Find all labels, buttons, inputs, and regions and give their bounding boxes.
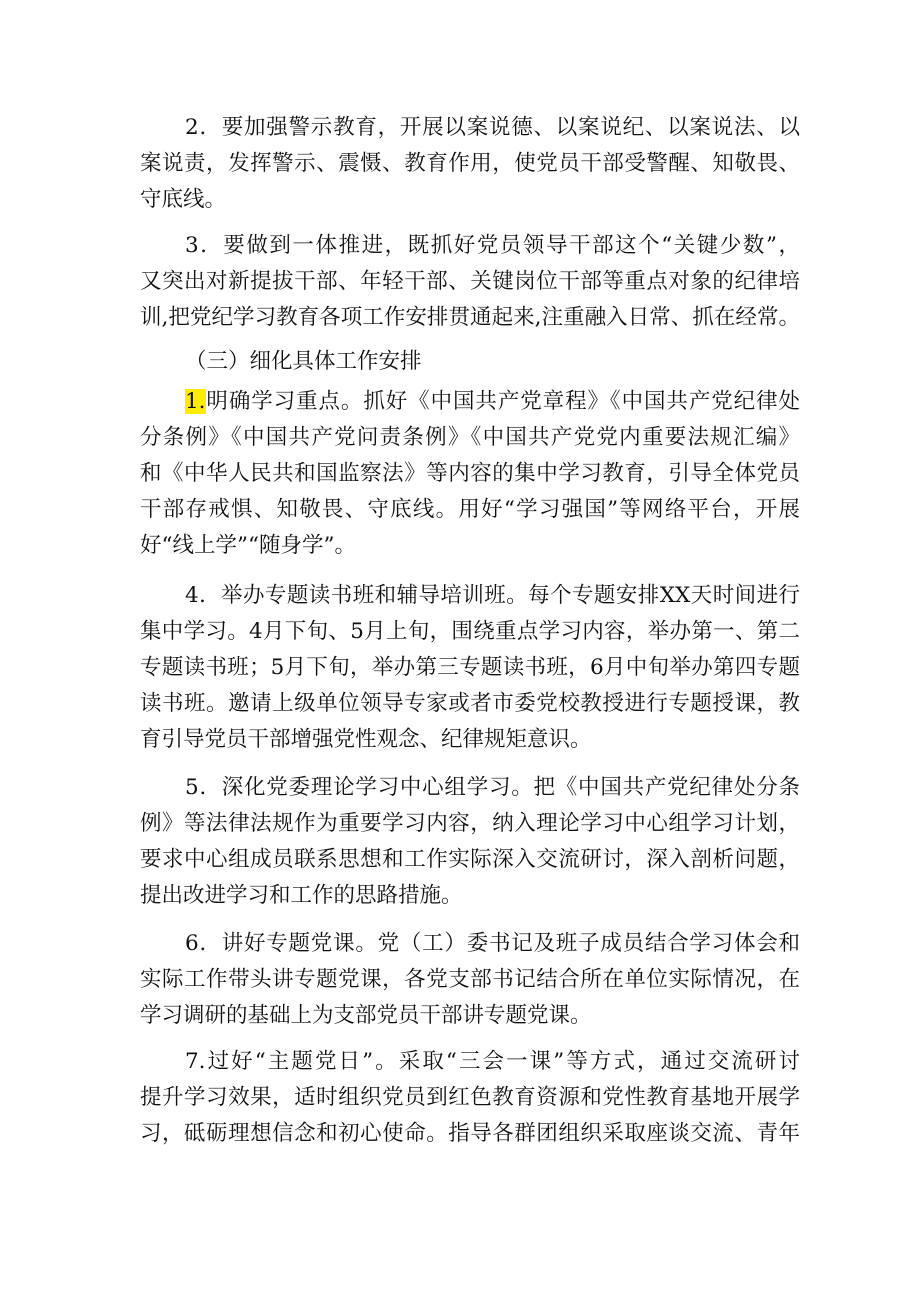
- paragraph-4: [140, 578, 800, 758]
- paragraph-line: 3．要做到一体推进，既抓好党员领导干部这个“关键少数”，: [185, 233, 800, 258]
- paragraph-2: [140, 110, 800, 218]
- section-heading: （三）细化具体工作安排: [185, 349, 422, 374]
- paragraph-line: 集中学习。4月下旬、5月上旬，围绕重点学习内容，举办第一、第二: [140, 619, 800, 644]
- paragraph-line: 分条例》《中国共产党问责条例》《中国共产党党内重要法规汇编》: [140, 425, 800, 450]
- paragraph-line: 要求中心组成员联系思想和工作实际深入交流研讨，深入剖析问题，: [140, 847, 800, 872]
- paragraph-line: 提出改进学习和工作的思路措施。: [140, 883, 463, 908]
- paragraph-line: 和《中华人民共和国监察法》等内容的集中学习教育，引导全体党员: [140, 461, 800, 486]
- paragraph-1: [140, 384, 800, 564]
- paragraph-line: 案说责，发挥警示、震慑、教育作用，使党员干部受警醒、知敬畏、: [140, 151, 800, 176]
- paragraph-line: 习，砥砺理想信念和初心使命。指导各群团组织采取座谈交流、青年: [140, 1121, 800, 1146]
- paragraph-5: [140, 770, 800, 914]
- paragraph-line: 5．深化党委理论学习中心组学习。把《中国共产党纪律处分条: [185, 775, 800, 800]
- paragraph-line: 提升学习效果，适时组织党员到红色教育资源和党性教育基地开展学: [140, 1085, 800, 1110]
- paragraph-line: 专题读书班；5月下旬，举办第三专题读书班，6月中旬举办第四专题: [140, 655, 800, 680]
- paragraph-line: 又突出对新提拔干部、年轻干部、关键岗位干部等重点对象的纪律培: [140, 269, 800, 294]
- paragraph-line: 2．要加强警示教育，开展以案说德、以案说纪、以案说法、以: [185, 115, 800, 140]
- paragraph-line: 6．讲好专题党课。党（工）委书记及班子成员结合学习体会和: [185, 931, 800, 956]
- paragraph-line: 育引导党员干部增强党性观念、纪律规矩意识。: [140, 727, 592, 752]
- paragraph-line: 例》等法律法规作为重要学习内容，纳入理论学习中心组学习计划，: [140, 811, 800, 836]
- paragraph-3: [140, 228, 800, 336]
- paragraph-6: [140, 926, 800, 1034]
- paragraph-line: 实际工作带头讲专题党课，各党支部书记结合所在单位实际情况，在: [140, 967, 800, 992]
- paragraph-line: 守底线。: [140, 187, 227, 212]
- paragraph-line: 干部存戒惧、知敬畏、守底线。用好“学习强国”等网络平台，开展: [140, 497, 800, 522]
- paragraph-line: 读书班。邀请上级单位领导专家或者市委党校教授进行专题授课，教: [140, 691, 800, 716]
- paragraph-line: 训,把党纪学习教育各项工作安排贯通起来,注重融入日常、抓在经常。: [140, 305, 800, 330]
- paragraph-line: 7.过好“主题党日”。采取“三会一课”等方式，通过交流研讨: [185, 1049, 800, 1074]
- paragraph-line: 好“线上学”“随身学”。: [140, 533, 356, 558]
- paragraph-7: [140, 1044, 800, 1152]
- highlighted-marker: 1.: [185, 389, 206, 414]
- paragraph-line: 4．举办专题读书班和辅导培训班。每个专题安排XX天时间进行: [185, 583, 800, 608]
- paragraph-line: 学习调研的基础上为支部党员干部讲专题党课。: [140, 1003, 592, 1028]
- paragraph-line: 1.明确学习重点。抓好《中国共产党章程》《中国共产党纪律处: [185, 389, 800, 414]
